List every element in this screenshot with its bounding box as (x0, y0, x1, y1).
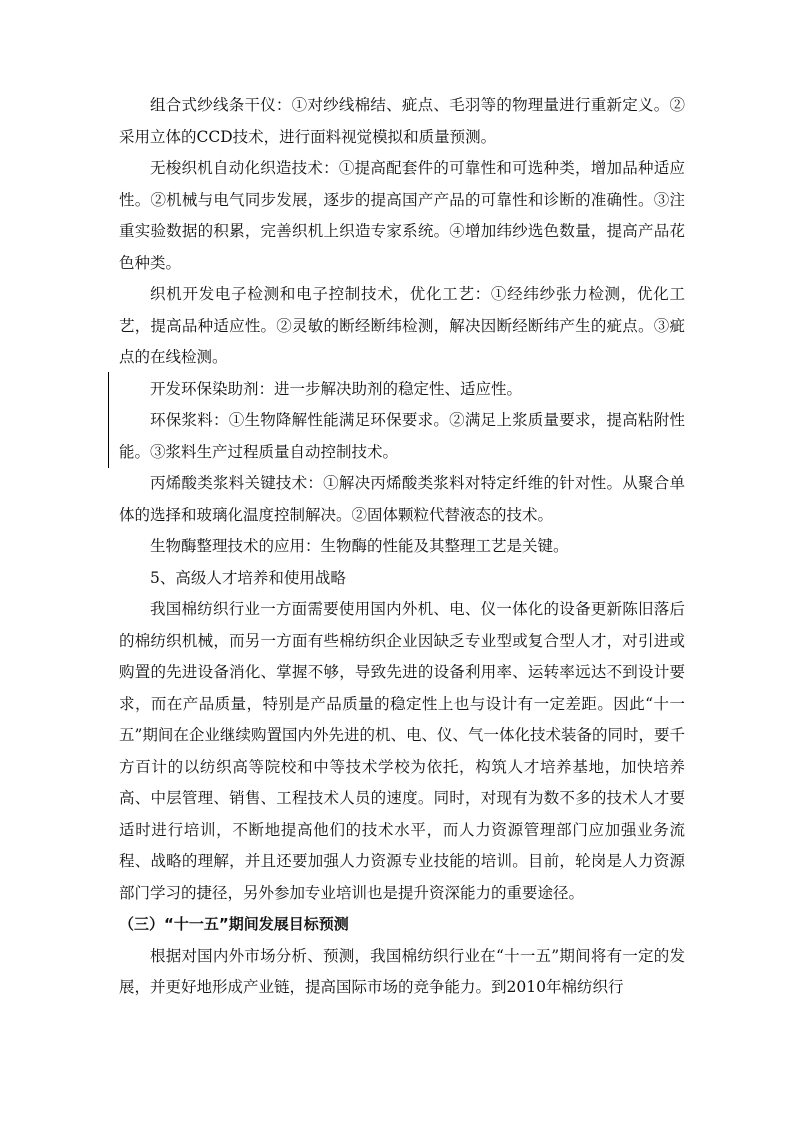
document-body (119, 90, 685, 1004)
section-heading: （三）“十一五”期间发展目标预测 (119, 915, 349, 933)
paragraph-talent-strategy-body: 我国棉纺织行业一方面需要使用国内外机、电、仪一体化的设备更新陈旧落后的棉纺织机械，而另一方面有些棉纺织企业因缺乏专业型或复合型人才，对引进或购置的先进设备消化、掌握不够，导致先进的设备利用率、运转率远达不到设计要求，而在产品质量，特别是产品质量的稳定性上也与设计有一定差距。因此“十一五”期间在企业继续购置国内外先进的机、电、仪、气一体化技术装备的同时，要千方百计的以纺织高等院校和中等技术学校为依托，构筑人才培养基地，加快培养高、中层管理、销售、工程技术人员的速度。同时，对现有为数不多的技术人才要适时进行培训，不断地提高他们的技术水平，而人力资源管理部门应加强业务流程、战略的理解，并且还要加强人力资源专业技能的培训。目前，轮岗是人力资源部门学习的捷径，另外参加专业培训也是提升资深能力的重要途径。 (119, 600, 685, 902)
paragraph-acrylic-sizing: 丙烯酸类浆料关键技术：①解决丙烯酸类浆料对特定纤维的针对性。从聚合单体的选择和玻璃化温度控制解决。②固体颗粒代替液态的技术。 (119, 474, 685, 524)
paragraph-eco-sizing: 环保浆料：①生物降解性能满足环保要求。②满足上浆质量要求，提高粘附性能。③浆料生产过程质量自动控制技术。 (119, 411, 685, 461)
paragraph-electronic-control: 织机开发电子检测和电子控制技术，优化工艺：①经纬纱张力检测，优化工艺，提高品种适应性。②灵敏的断经断纬检测，解决因断经断纬产生的疵点。③疵点的在线检测。 (119, 285, 685, 366)
paragraph-bio-enzyme: 生物酶整理技术的应用：生物酶的性能及其整理工艺是关键。 (150, 537, 569, 555)
paragraph-talent-strategy-title: 5、高级人才培养和使用战略 (150, 568, 346, 587)
revision-change-bar (108, 372, 109, 468)
paragraph-target-forecast: 根据对国内外市场分析、预测，我国棉纺织行业在“十一五”期间将有一定的发展，并更好地形成产业链，提高国际市场的竞争能力。到2010年棉纺织行 (119, 946, 685, 996)
paragraph-eco-dye-auxiliary: 开发环保染助剂：进一步解决助剂的稳定性、适应性。 (150, 379, 523, 398)
paragraph-shuttleless-loom: 无梭织机自动化织造技术：①提高配套件的可靠性和可选种类，增加品种适应性。②机械与电气同步发展，逐步的提高国产产品的可靠性和诊断的准确性。③注重实验数据的积累，完善织机上织造专家系统。④增加纬纱选色数量，提高产品花色种类。 (119, 159, 685, 272)
paragraph-yarn-tester: 组合式纱线条干仪：①对纱线棉结、疵点、毛羽等的物理量进行重新定义。②采用立体的CCD技术，进行面料视觉模拟和质量预测。 (119, 96, 685, 146)
